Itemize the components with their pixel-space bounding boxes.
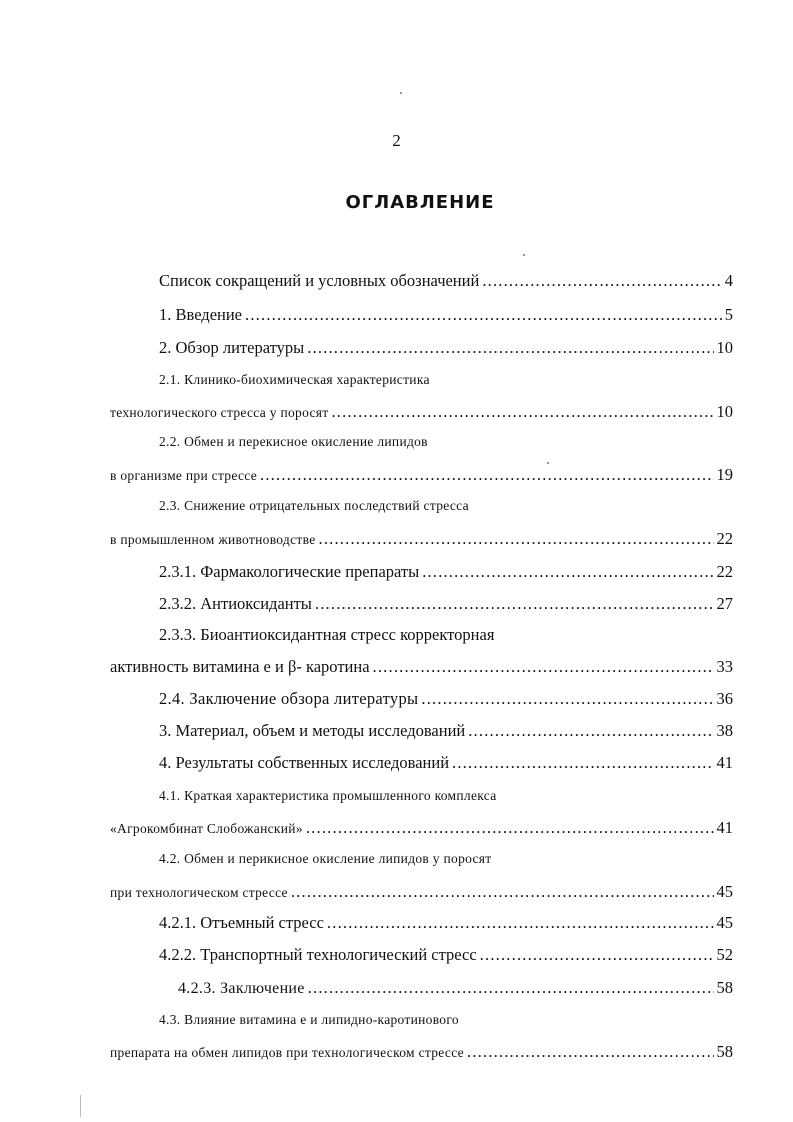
leader-dots	[331, 402, 713, 422]
leader-dots	[315, 594, 714, 614]
leader-dots	[373, 657, 714, 677]
toc-page-number: 22	[716, 562, 733, 581]
toc-page-number: 5	[724, 305, 733, 324]
toc-entry-2-2-line1: 2.2. Обмен и перекисное окисление липидов	[159, 434, 428, 449]
toc-entry-text: Список сокращений и условных обозначений	[159, 271, 480, 290]
leader-dots	[467, 1042, 714, 1062]
scan-artifact-mark	[80, 1095, 81, 1117]
toc-entry-text: 4.2.3. Заключение	[178, 980, 305, 997]
leader-dots	[421, 689, 713, 709]
toc-page-number: 58	[716, 978, 733, 997]
toc-page-number: 22	[716, 529, 733, 548]
toc-entry-2-1	[110, 402, 733, 424]
toc-entry-intro	[159, 305, 733, 327]
toc-entry-text: препарата на обмен липидов при технологическом стрессе	[110, 1045, 464, 1060]
toc-entry-text: 4.2.1. Отъемный стресс	[159, 913, 324, 932]
toc-entry-text: 2.3.2. Антиоксиданты	[159, 594, 312, 613]
toc-entry-2-3-line1: 2.3. Снижение отрицательных последствий стресса	[159, 498, 469, 513]
toc-entry-text: «Агрокомбинат Слобожанский»	[110, 821, 303, 836]
toc-entry-text: активность витамина е и β- каротина	[110, 657, 370, 676]
toc-entry-2-3-2	[159, 594, 733, 616]
toc-entry-3	[159, 721, 733, 743]
scan-speck	[547, 462, 549, 464]
toc-page-number: 58	[716, 1042, 733, 1061]
toc-page-number: 36	[716, 689, 733, 708]
toc-entry-2-3-3-line1	[159, 625, 733, 647]
scan-speck	[523, 254, 525, 256]
leader-dots	[480, 945, 714, 965]
leader-dots	[307, 338, 713, 358]
toc-title: ОГЛАВЛЕНИЕ	[345, 192, 495, 213]
leader-dots	[291, 882, 714, 902]
toc-entry-text: в промышленном животноводстве	[110, 532, 316, 547]
toc-page-number: 52	[716, 945, 733, 964]
toc-page-number: 10	[716, 338, 733, 357]
toc-entry-text: 2.3.1. Фармакологические препараты	[159, 562, 420, 581]
toc-entry-4-2-1	[159, 913, 733, 935]
toc-entry-review	[159, 338, 733, 360]
toc-entry-text: при технологическом стрессе	[110, 885, 288, 900]
toc-entry-text: 4. Результаты собственных исследований	[159, 753, 450, 772]
toc-entry-text: 2. Обзор литературы	[159, 338, 305, 357]
toc-entry-text: 1. Введение	[159, 305, 243, 324]
toc-page-number: 41	[716, 818, 733, 837]
toc-entry-text: 2.4. Заключение обзора литературы	[159, 689, 419, 708]
toc-page-number: 33	[716, 657, 733, 676]
toc-entry-4-2-line1: 4.2. Обмен и перикисное окисление липидов у поросят	[159, 851, 492, 866]
toc-entry-4-3	[110, 1042, 733, 1064]
toc-entry-4-3-line1: 4.3. Влияние витамина е и липидно-каротинового	[159, 1012, 459, 1027]
toc-entry-4-2-3	[178, 978, 733, 1000]
toc-page-number: 27	[716, 594, 733, 613]
toc-page-number: 41	[716, 753, 733, 772]
toc-entry-2-3-1	[159, 562, 733, 584]
toc-entry-2-2	[110, 465, 733, 487]
toc-entry-4-1	[110, 818, 733, 840]
leader-dots	[306, 818, 714, 838]
leader-dots	[468, 721, 713, 741]
toc-page-number: 38	[716, 721, 733, 740]
leader-dots	[452, 753, 713, 773]
leader-dots	[482, 271, 721, 291]
leader-dots	[245, 305, 722, 325]
toc-entry-2-3-3	[110, 657, 733, 679]
page-number: 2	[392, 131, 401, 150]
leader-dots	[308, 978, 714, 998]
toc-entry-2-1-line1: 2.1. Клинико-биохимическая характеристика	[159, 372, 430, 387]
toc-entry-text: 2.3.3. Биоантиоксидантная стресс корректорная	[159, 625, 495, 644]
leader-dots	[260, 465, 713, 485]
toc-entry-text: технологического стресса у поросят	[110, 405, 329, 420]
leader-dots	[327, 913, 714, 933]
toc-entry-text: 3. Материал, объем и методы исследований	[159, 721, 466, 740]
toc-entry-abbreviations	[159, 271, 733, 293]
toc-entry-4-1-line1: 4.1. Краткая характеристика промышленного комплекса	[159, 788, 497, 803]
toc-entry-4-2	[110, 882, 733, 904]
toc-entry-2-4	[159, 689, 733, 711]
toc-entry-text: 4.2.2. Транспортный технологический стресс	[159, 945, 477, 964]
toc-entry-text: в организме при стрессе	[110, 468, 258, 483]
toc-page-number: 4	[724, 271, 733, 290]
toc-page-number: 45	[716, 913, 733, 932]
toc-page-number: 10	[716, 402, 733, 421]
toc-entry-2-3	[110, 529, 733, 551]
leader-dots	[319, 529, 714, 549]
toc-entry-4-2-2	[159, 945, 733, 967]
toc-page-number: 19	[716, 465, 733, 484]
toc-entry-4	[159, 753, 733, 775]
scan-speck	[400, 92, 402, 94]
toc-page-number: 45	[716, 882, 733, 901]
leader-dots	[422, 562, 713, 582]
